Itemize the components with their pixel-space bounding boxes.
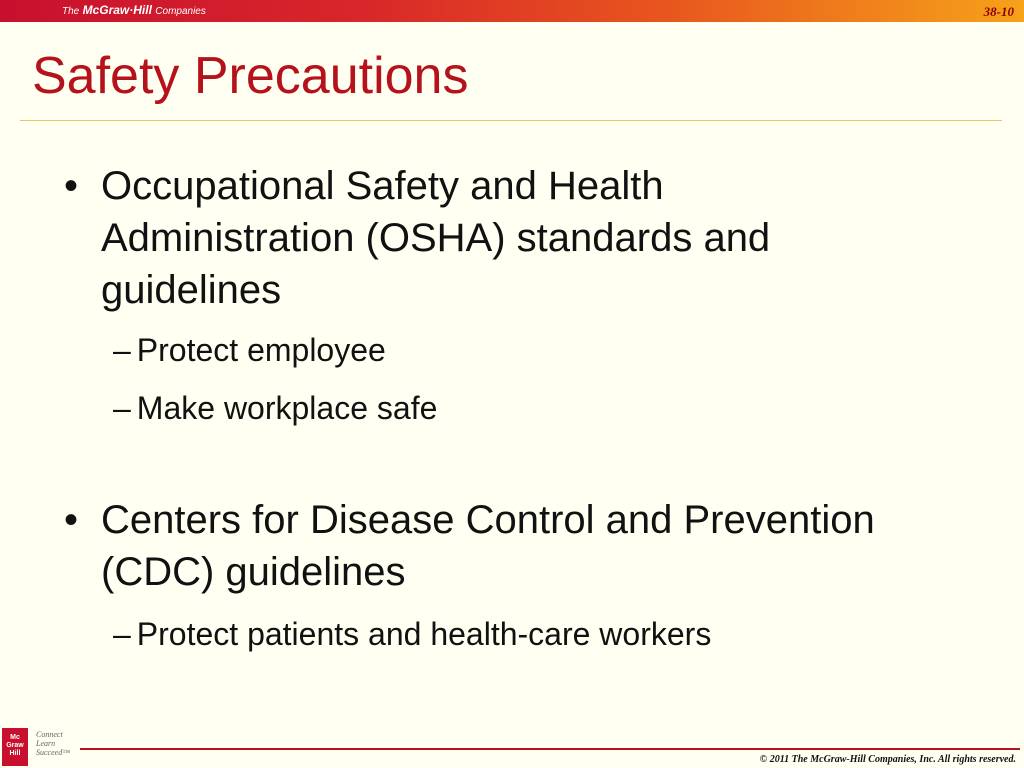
sub-bullet-text: Make workplace safe — [136, 390, 438, 426]
sub-bullet-text: Protect employee — [136, 332, 386, 368]
footer-logo-line: Mc — [10, 734, 20, 741]
banner-logo-brand: McGraw·Hill — [82, 3, 152, 17]
bullet-osha — [64, 160, 894, 316]
sub-bullet-protect-employee — [113, 330, 913, 370]
dash-icon: – — [113, 332, 131, 368]
tagline-succeed: Succeed™ — [36, 748, 71, 757]
tagline-connect: Connect — [36, 730, 63, 739]
bullet-dot-icon: • — [64, 498, 79, 542]
banner-logo-companies: Companies — [155, 6, 206, 17]
mcgraw-hill-footer-logo — [2, 728, 28, 766]
dash-icon: – — [113, 616, 131, 652]
sub-bullet-workplace-safe — [113, 388, 913, 428]
sub-bullet-protect-patients — [113, 614, 913, 654]
bullet-dot-icon: • — [64, 164, 79, 208]
mcgraw-hill-banner-logo — [62, 3, 206, 17]
bullet-cdc — [64, 494, 894, 598]
top-banner — [0, 0, 1024, 22]
footer-divider — [80, 748, 1020, 750]
dash-icon: – — [113, 390, 131, 426]
bullet-text: Centers for Disease Control and Prevention (CDC) guidelines — [101, 498, 875, 594]
slide-title: Safety Precautions — [32, 47, 469, 105]
footer-tagline — [36, 730, 70, 757]
footer-logo-line: Hill — [9, 750, 21, 757]
slide-number: 38-10 — [983, 4, 1014, 19]
bullet-text: Occupational Safety and Health Administration (OSHA) standards and guidelines — [101, 164, 771, 312]
tagline-learn: Learn — [36, 739, 56, 748]
title-divider — [20, 120, 1002, 121]
sub-bullet-text: Protect patients and health-care workers — [136, 616, 712, 652]
footer-logo-line: Graw — [6, 742, 24, 749]
banner-logo-the: The — [62, 6, 80, 17]
copyright-notice: © 2011 The McGraw-Hill Companies, Inc. All rights reserved. — [759, 754, 1016, 765]
